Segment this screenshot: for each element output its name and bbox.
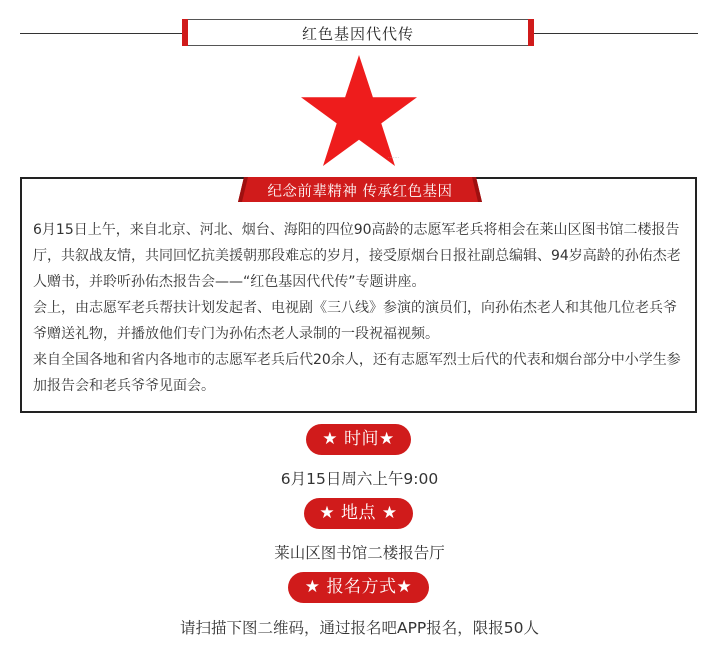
header-divider-right bbox=[534, 33, 698, 34]
article-body bbox=[33, 217, 685, 399]
time-label: ★ 时间★ bbox=[306, 424, 411, 455]
banner-text: 纪念前辈精神 传承红色基因 bbox=[267, 184, 453, 200]
banner bbox=[238, 177, 482, 202]
red-star-icon bbox=[300, 55, 418, 167]
header-divider-left bbox=[20, 33, 184, 34]
page-title: 红色基因代代传 bbox=[301, 25, 414, 43]
content-box bbox=[20, 177, 697, 413]
signup-value: 请扫描下图二维码，通过报名吧APP报名，限报50人 bbox=[179, 619, 540, 637]
paragraph-1: 6月15日上午，来自北京、河北、烟台、海阳的四位90高龄的志愿军老兵将相会在莱山区图书馆二楼报告厅，共叙战友情，共同回忆抗美援朝那段难忘的岁月，接受原烟台日报社副总编辑、94岁高龄的孙佑杰老人赠书，并聆听孙佑杰报告会——“红色基因代代传”专题讲座。 bbox=[33, 222, 681, 290]
place-value: 莱山区图书馆二楼报告厅 bbox=[274, 544, 445, 562]
signup-label: ★ 报名方式★ bbox=[288, 572, 429, 603]
title-box bbox=[182, 19, 534, 46]
time-value: 6月15日周六上午9:00 bbox=[280, 470, 439, 488]
paragraph-3: 来自全国各地和省内各地市的志愿军老兵后代20余人，还有志愿军烈士后代的代表和烟台部分中小学生参加报告会和老兵爷爷见面会。 bbox=[33, 352, 681, 394]
paragraph-2: 会上，由志愿军老兵帮扶计划发起者、电视剧《三八线》参演的演员们，向孙佑杰老人和其他几位老兵爷爷赠送礼物，并播放他们专门为孙佑杰老人录制的一段祝福视频。 bbox=[33, 300, 677, 342]
place-label: ★ 地点 ★ bbox=[304, 498, 413, 529]
watermark: ······· bbox=[388, 155, 400, 161]
